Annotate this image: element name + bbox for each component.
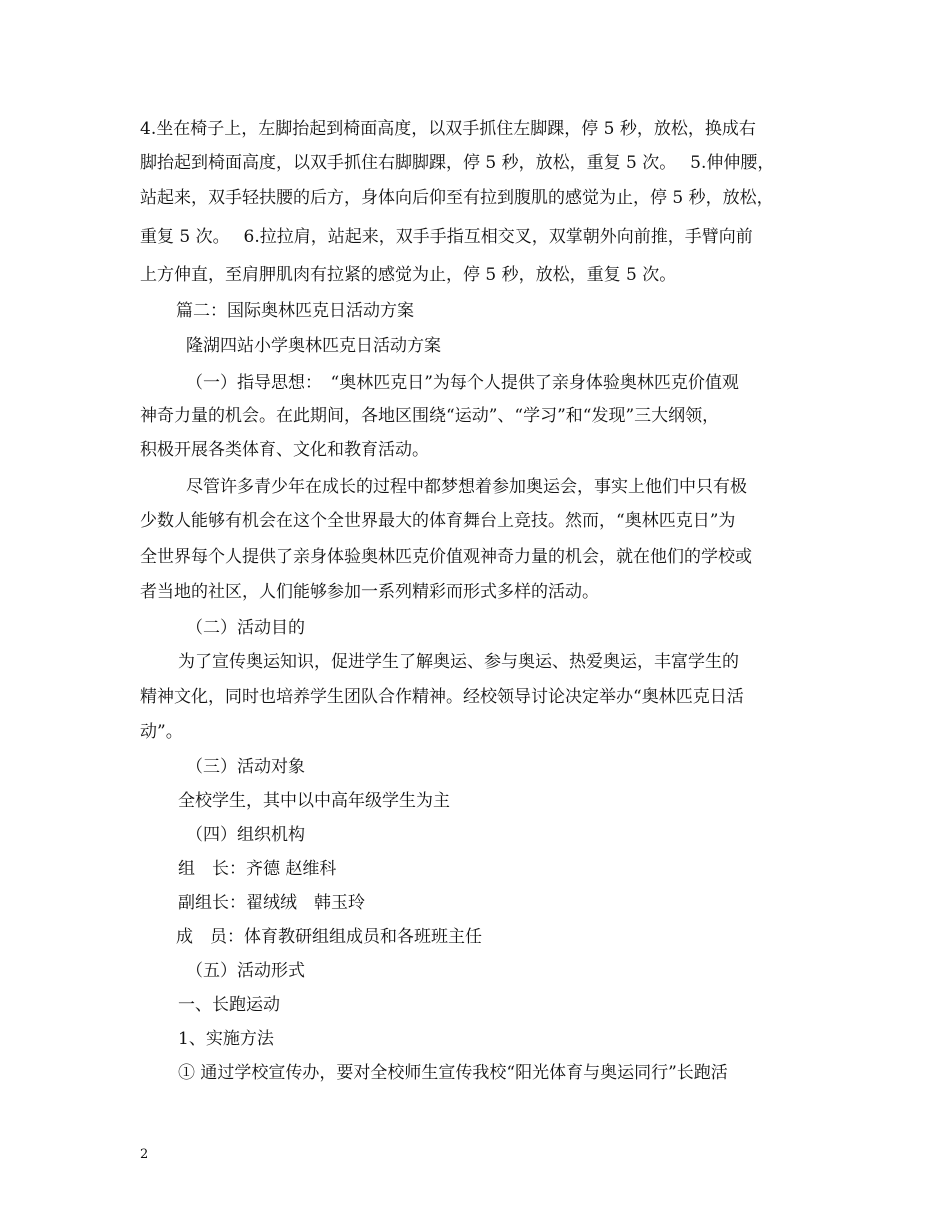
- body-text-line: 站起来，双手轻扶腰的后方，身体向后仰至有拉到腹肌的感觉为止，停 5 秒，放松，: [140, 188, 774, 208]
- body-text-line: 尽管许多青少年在成长的过程中都梦想着参加奥运会，事实上他们中只有极: [186, 477, 747, 497]
- subheading-purpose: （二）活动目的: [186, 618, 305, 638]
- list-heading: 一、长跑运动: [178, 995, 280, 1015]
- subheading-organization: （四）组织机构: [186, 825, 305, 845]
- body-text-line: 者当地的社区，人们能够参加一系列精彩而形式多样的活动。: [140, 582, 599, 602]
- list-subheading: 1、实施方法: [178, 1029, 274, 1049]
- body-text-line: 积极开展各类体育、文化和教育活动。: [140, 440, 429, 460]
- body-text-line: 上方伸直，至肩胛肌肉有拉紧的感觉为止，停 5 秒，放松，重复 5 次。: [140, 265, 677, 285]
- plan-title: 隆湖四站小学奥林匹克日活动方案: [186, 336, 441, 356]
- subheading-guiding-idea: （一）指导思想： “奥林匹克日”为每个人提供了亲身体验奥林匹克价值观: [186, 373, 739, 393]
- org-members-line: 成 员：体育教研组组成员和各班班主任: [176, 927, 482, 947]
- body-text-line: 4.坐在椅子上，左脚抬起到椅面高度，以双手抓住左脚踝，停 5 秒，放松，换成右: [140, 119, 756, 139]
- body-text-line: 动”。: [140, 722, 183, 742]
- org-leader-line: 组 长：齐德 赵维科: [178, 859, 337, 879]
- org-deputy-line: 副组长：翟绒绒 韩玉玲: [178, 893, 365, 913]
- subheading-format: （五）活动形式: [186, 961, 305, 981]
- body-text-line: 重复 5 次。 6.拉拉肩，站起来，双手手指互相交叉，双掌朝外向前推，手臂向前: [140, 227, 753, 247]
- body-text-line: 全世界每个人提供了亲身体验奥林匹克价值观神奇力量的机会，就在他们的学校或: [140, 547, 752, 567]
- page-number: 2: [140, 1147, 149, 1162]
- subheading-audience: （三）活动对象: [186, 757, 305, 777]
- body-text-line: 全校学生，其中以中高年级学生为主: [178, 791, 450, 811]
- body-text-line: 脚抬起到椅面高度，以双手抓住右脚脚踝，停 5 秒，放松，重复 5 次。 5.伸伸腰，: [140, 153, 775, 173]
- body-text-line: 少数人能够有机会在这个全世界最大的体育舞台上竞技。然而，“奥林匹克日”为: [140, 511, 736, 531]
- body-text-line: 为了宣传奥运知识，促进学生了解奥运、参与奥运、热爱奥运，丰富学生的: [178, 652, 739, 672]
- section-heading: 篇二：国际奥林匹克日活动方案: [176, 301, 414, 321]
- body-text-line: 神奇力量的机会。在此期间，各地区围绕“运动”、“学习”和“发现”三大纲领，: [140, 406, 720, 426]
- body-text-line: 精神文化，同时也培养学生团队合作精神。经校领导讨论决定举办“奥林匹克日活: [140, 687, 744, 707]
- body-text-line: ① 通过学校宣传办，要对全校师生宣传我校“阳光体育与奥运同行”长跑活: [178, 1063, 728, 1083]
